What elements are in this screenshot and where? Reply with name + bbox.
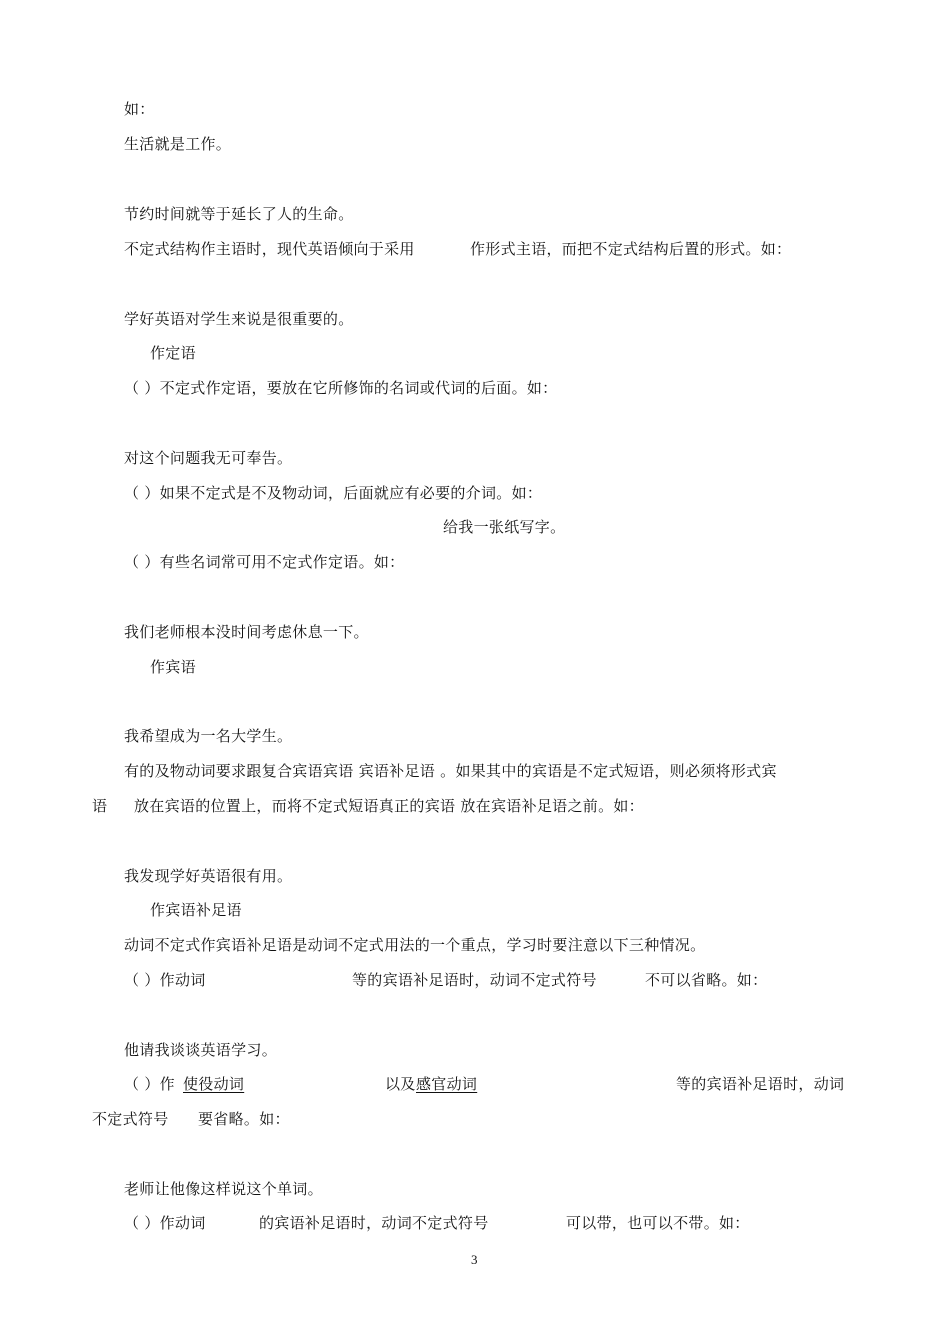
text-line: 对这个问题我无可奉告。: [124, 449, 293, 467]
text-line: 语: [92, 797, 108, 815]
text-line: 如：: [124, 100, 155, 118]
text-line: 等的宾语补足语时，动词不定式符号: [352, 971, 597, 989]
text-line: 我希望成为一名大学生。: [124, 727, 293, 745]
text-line: 有的及物动词要求跟复合宾语宾语 宾语补足语 。如果其中的宾语是不定式短语，则必须将形式宾: [124, 762, 777, 780]
text-line: 老师让他像这样说这个单词。: [124, 1180, 323, 1198]
link-causative-verbs[interactable]: 使役动词: [183, 1075, 245, 1093]
text-line: 作形式主语，而把不定式结构后置的形式。如：: [470, 240, 792, 258]
text-line: 的宾语补足语时，动词不定式符号: [259, 1214, 489, 1232]
page-number: 3: [471, 1252, 478, 1267]
text-line: （ ）作动词: [124, 971, 206, 989]
text-line: 他请我谈谈英语学习。: [124, 1041, 278, 1059]
text-line: 给我一张纸写字。: [443, 518, 566, 536]
text-line: 等的宾语补足语时，动词: [676, 1075, 845, 1093]
text-line: （ ）如果不定式是不及物动词，后面就应有必要的介词。如：: [124, 484, 543, 502]
text-line: 不定式符号: [92, 1110, 169, 1128]
text-line: 以及: [385, 1075, 416, 1093]
section-heading: 作定语: [150, 344, 196, 362]
text-line: 我发现学好英语很有用。: [124, 867, 293, 885]
text-line: 放在宾语的位置上，而将不定式短语真正的宾语 放在宾语补足语之前。如：: [134, 797, 644, 815]
text-line: 要省略。如：: [198, 1110, 290, 1128]
text-line: 可以带，也可以不带。如：: [566, 1214, 750, 1232]
text-line: 生活就是工作。: [124, 135, 232, 153]
text-line: 我们老师根本没时间考虑休息一下。: [124, 623, 369, 641]
section-heading: 作宾语补足语: [150, 901, 242, 919]
section-heading: 作宾语: [150, 658, 196, 676]
text-line: （ ）作: [124, 1075, 175, 1093]
text-line: （ ）有些名词常可用不定式作定语。如：: [124, 553, 405, 571]
text-line: （ ）不定式作定语，要放在它所修饰的名词或代词的后面。如：: [124, 379, 558, 397]
text-line: 不定式结构作主语时，现代英语倾向于采用: [124, 240, 415, 258]
text-line: 学好英语对学生来说是很重要的。: [124, 310, 354, 328]
text-line: 不可以省略。如：: [645, 971, 768, 989]
text-line: 动词不定式作宾语补足语是动词不定式用法的一个重点，学习时要注意以下三种情况。: [124, 936, 706, 954]
text-line: 节约时间就等于延长了人的生命。: [124, 205, 354, 223]
text-line: （ ）作动词: [124, 1214, 206, 1232]
link-sense-verbs[interactable]: 感官动词: [416, 1075, 478, 1093]
